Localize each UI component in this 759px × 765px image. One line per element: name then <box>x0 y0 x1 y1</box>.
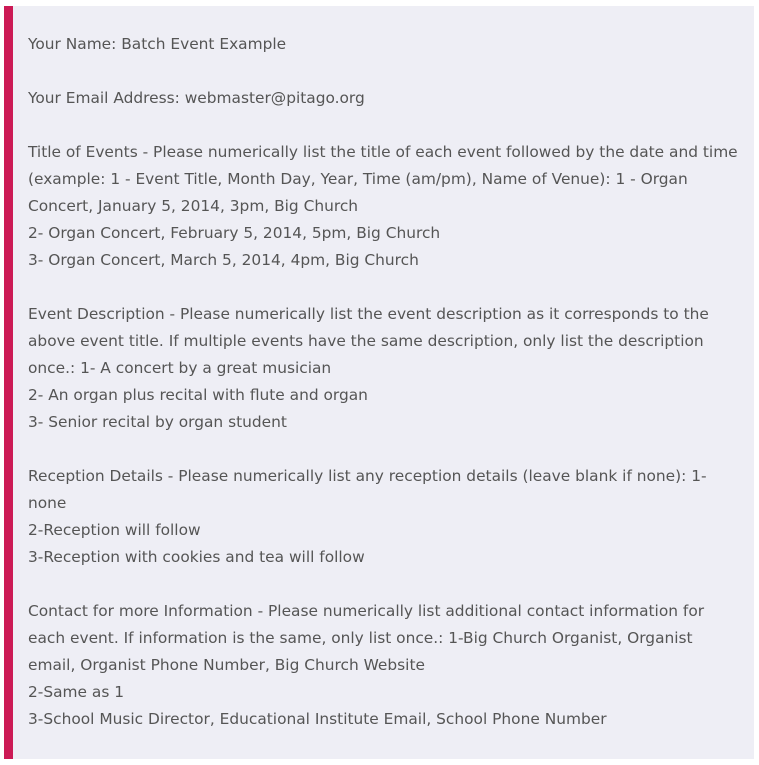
event-title-item-3: 3- Organ Concert, March 5, 2014, 4pm, Big Church <box>28 251 419 269</box>
event-description-item-2: 2- An organ plus recital with flute and organ <box>28 386 368 404</box>
message-panel <box>4 6 754 759</box>
contact-section <box>28 598 743 733</box>
name-line: Your Name: Batch Event Example <box>28 35 287 53</box>
event-title-item-2: 2- Organ Concert, February 5, 2014, 5pm, Big Church <box>28 224 441 242</box>
message-body <box>28 31 743 760</box>
reception-section <box>28 463 743 571</box>
event-titles-section <box>28 139 743 274</box>
reception-item-2: 2-Reception will follow <box>28 521 201 539</box>
contact-intro: Contact for more Information - Please numerically list additional contact information for each event. If information is the same, only list once.: 1-Big Church Organist, Organist email, Organist Phone Number, Big Church Website <box>28 602 705 674</box>
contact-item-3: 3-School Music Director, Educational Institute Email, School Phone Number <box>28 710 607 728</box>
event-titles-intro: Title of Events - Please numerically list the title of each event followed by the date and time (example: 1 - Event Title, Month Day, Year, Time (am/pm), Name of Venue): 1 - Organ Concert, January 5, 2014, 3pm, Big Church <box>28 143 738 215</box>
event-description-section <box>28 301 743 436</box>
contact-item-2: 2-Same as 1 <box>28 683 125 701</box>
event-description-intro: Event Description - Please numerically list the event description as it corresponds to the above event title. If multiple events have the same description, only list the description once.: 1- A concert by a great musician <box>28 305 709 377</box>
reception-intro: Reception Details - Please numerically list any reception details (leave blank if none): 1-none <box>28 467 707 512</box>
email-line: Your Email Address: webmaster@pitago.org <box>28 89 365 107</box>
event-description-item-3: 3- Senior recital by organ student <box>28 413 287 431</box>
reception-item-3: 3-Reception with cookies and tea will follow <box>28 548 365 566</box>
